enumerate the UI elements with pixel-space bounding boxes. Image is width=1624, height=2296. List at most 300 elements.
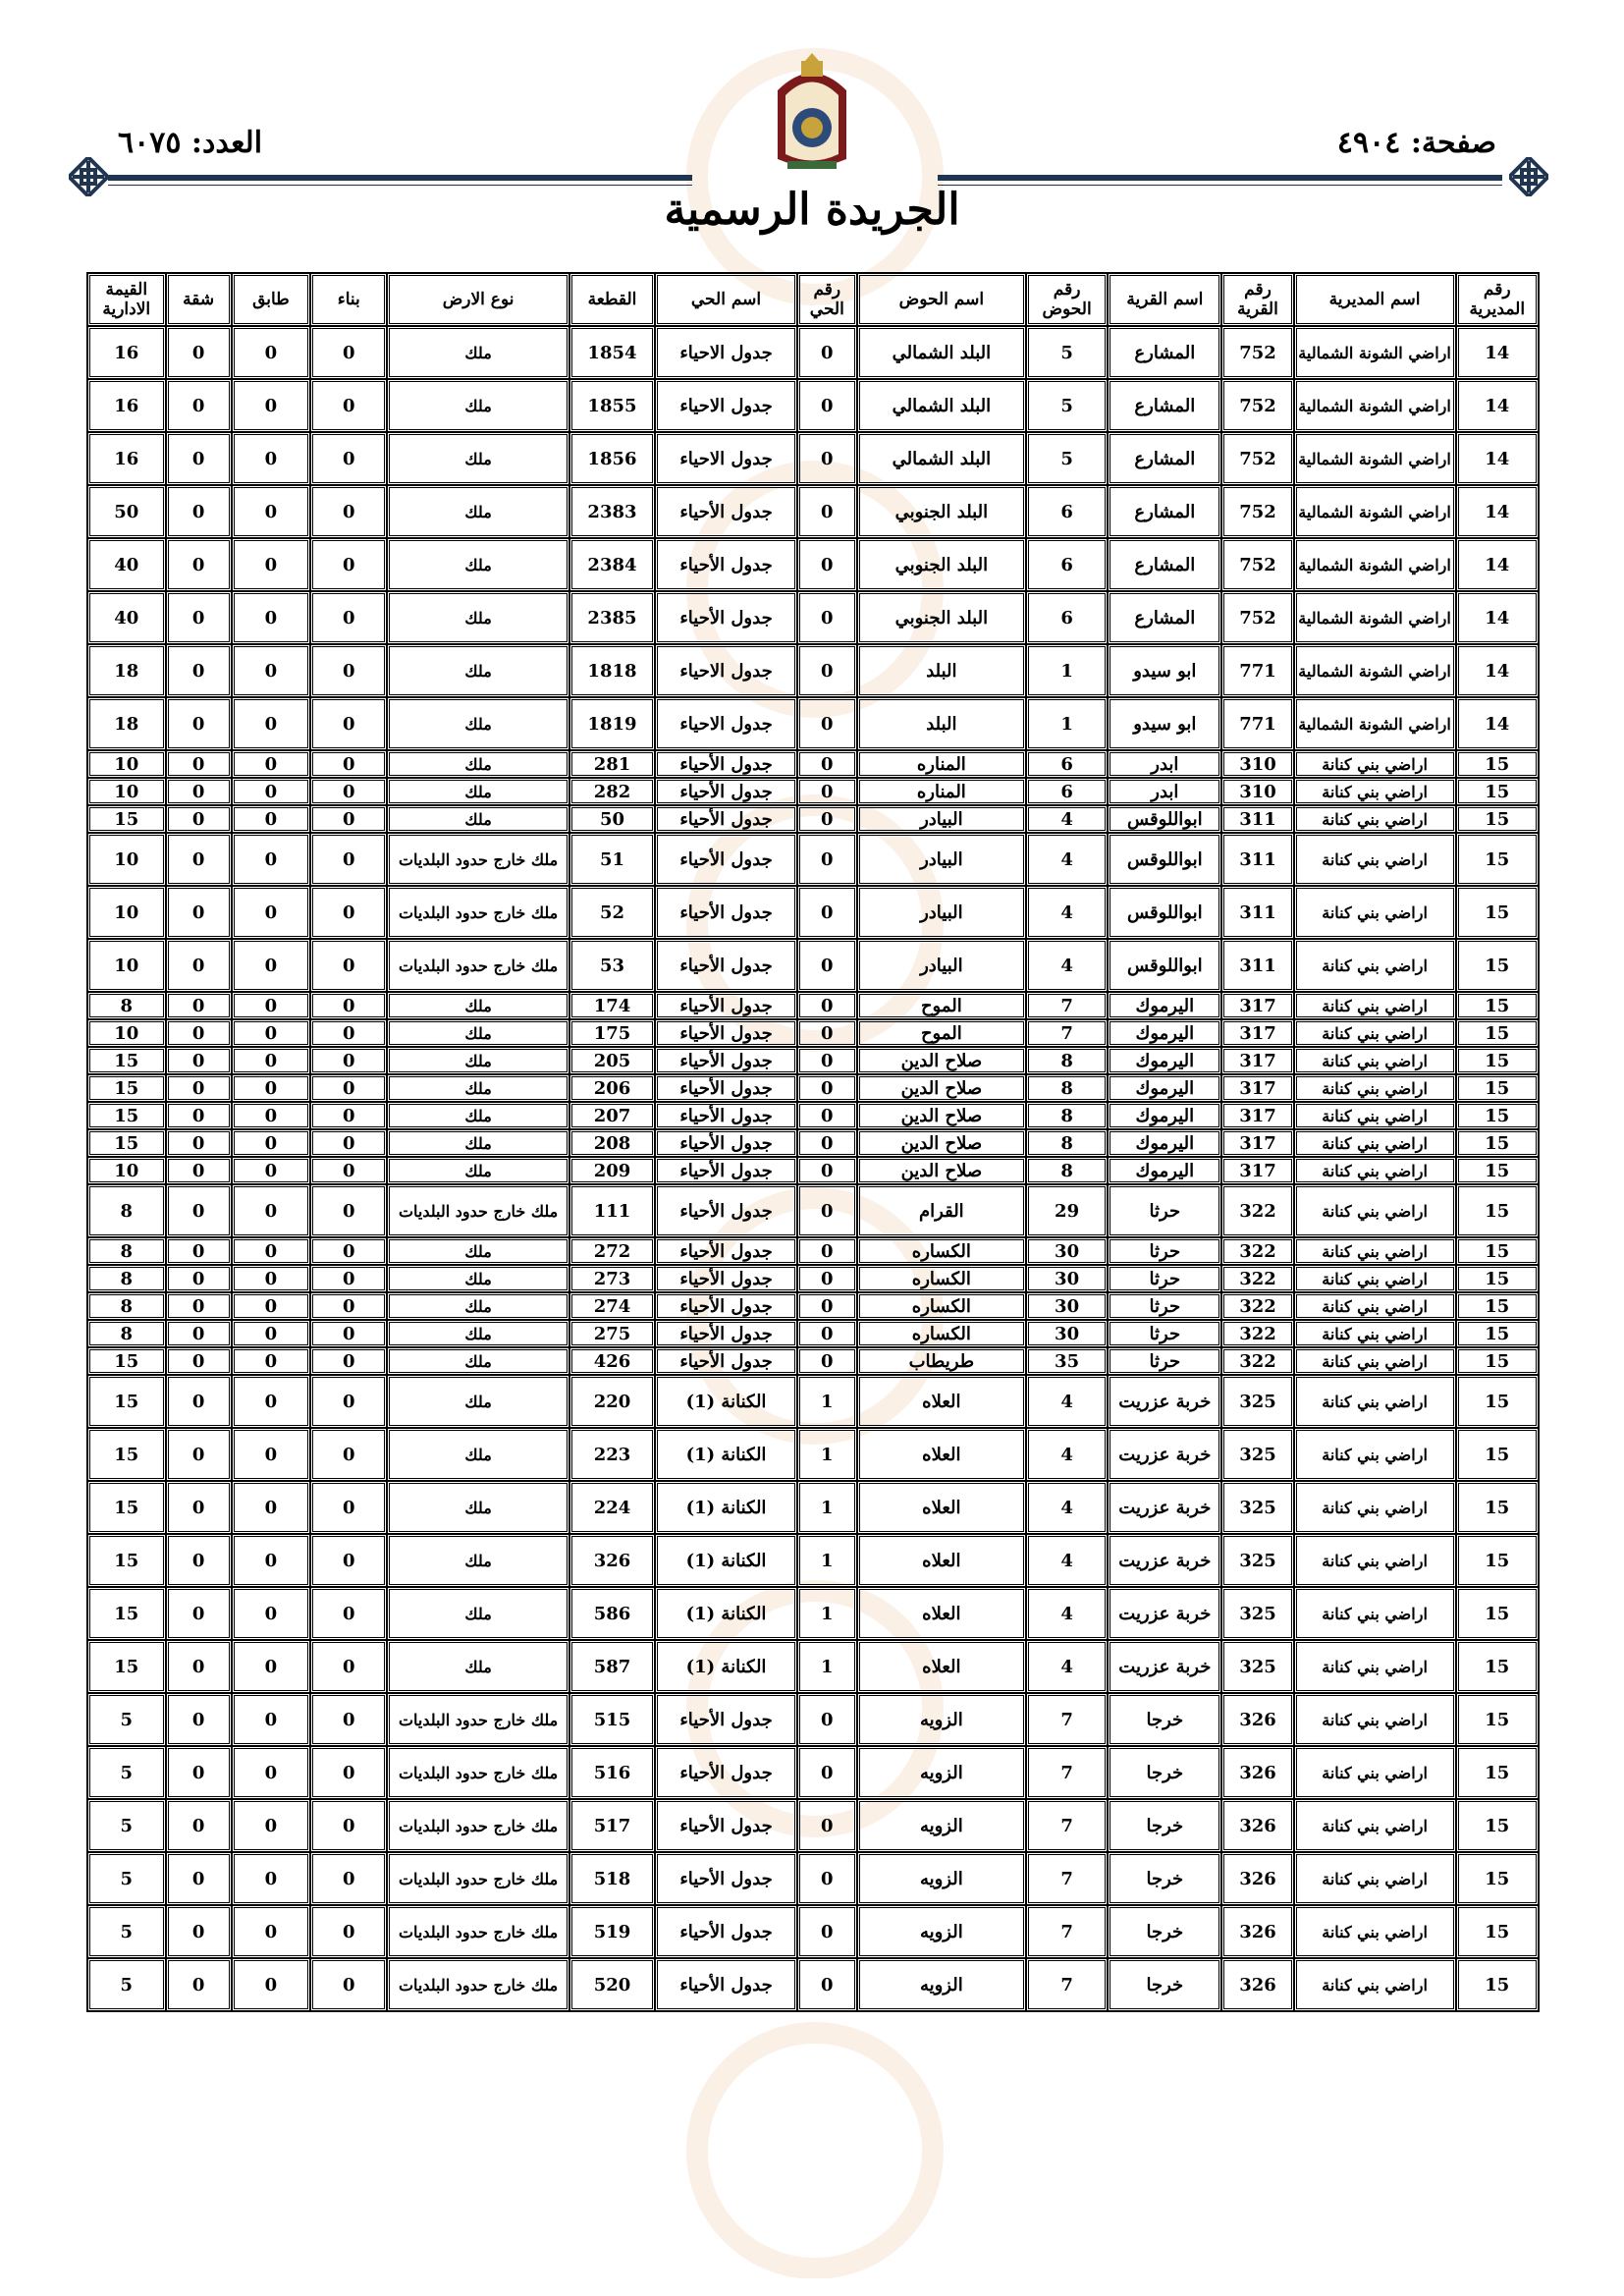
cell-building: 0 — [310, 1481, 387, 1534]
cell-building: 0 — [310, 1047, 387, 1074]
cell-village-no: 752 — [1221, 326, 1293, 379]
cell-district-no: 15 — [1456, 833, 1539, 886]
cell-quarter-no: 1 — [797, 1428, 857, 1481]
cell-quarter-no: 0 — [797, 778, 857, 805]
cell-village-no: 317 — [1221, 1074, 1293, 1102]
cell-land-type: ملك — [387, 1375, 568, 1428]
cell-admin-value: 15 — [87, 805, 166, 833]
cell-building: 0 — [310, 778, 387, 805]
cell-district-no: 15 — [1456, 1958, 1539, 2011]
cell-parcel: 326 — [569, 1534, 656, 1587]
cell-apartment: 0 — [166, 886, 232, 939]
cell-admin-value: 15 — [87, 1074, 166, 1102]
cell-admin-value: 50 — [87, 485, 166, 538]
cell-quarter-name: جدول الأحياء — [655, 1693, 797, 1746]
cell-district-name: اراضي بني كنانة — [1294, 1074, 1456, 1102]
cell-village-no: 325 — [1221, 1375, 1293, 1428]
cell-land-type: ملك — [387, 1157, 568, 1184]
cell-floor: 0 — [232, 326, 310, 379]
cell-village-no: 317 — [1221, 1047, 1293, 1074]
cell-parcel: 275 — [569, 1320, 656, 1347]
cell-land-type: ملك — [387, 379, 568, 432]
cell-village-no: 317 — [1221, 1102, 1293, 1129]
cell-quarter-no: 1 — [797, 1534, 857, 1587]
cell-basin-name: البلد الجنوبي — [857, 485, 1026, 538]
cell-quarter-name: جدول الأحياء — [655, 1019, 797, 1047]
cell-basin-name: صلاح الدين — [857, 1129, 1026, 1157]
table-row — [87, 886, 1539, 939]
cell-parcel: 272 — [569, 1237, 656, 1265]
cell-quarter-name: جدول الأحياء — [655, 1905, 797, 1958]
cell-village-no: 311 — [1221, 886, 1293, 939]
cell-parcel: 52 — [569, 886, 656, 939]
cell-district-name: اراضي بني كنانة — [1294, 1746, 1456, 1799]
cell-parcel: 174 — [569, 992, 656, 1019]
cell-quarter-no: 0 — [797, 1852, 857, 1905]
cell-district-name: اراضي بني كنانة — [1294, 1852, 1456, 1905]
cell-basin-name: البلد الشمالي — [857, 432, 1026, 485]
cell-building: 0 — [310, 1347, 387, 1375]
cell-building: 0 — [310, 1320, 387, 1347]
table-header-row — [87, 273, 1539, 326]
cell-village-name: حرثا — [1108, 1320, 1221, 1347]
cell-parcel: 1818 — [569, 644, 656, 697]
cell-basin-no: 30 — [1026, 1237, 1108, 1265]
cell-land-type: ملك — [387, 1047, 568, 1074]
cell-village-no: 326 — [1221, 1905, 1293, 1958]
cell-land-type: ملك — [387, 697, 568, 750]
cell-district-no: 14 — [1456, 379, 1539, 432]
cell-district-no: 15 — [1456, 1320, 1539, 1347]
cell-basin-name: الكساره — [857, 1292, 1026, 1320]
cell-district-name: اراضي بني كنانة — [1294, 1799, 1456, 1852]
cell-district-name: اراضي بني كنانة — [1294, 1534, 1456, 1587]
cell-basin-no: 8 — [1026, 1047, 1108, 1074]
cell-parcel: 281 — [569, 750, 656, 778]
cell-quarter-no: 0 — [797, 644, 857, 697]
cell-village-no: 771 — [1221, 697, 1293, 750]
column-header-basin-name: اسم الحوض — [857, 273, 1026, 326]
cell-quarter-no: 0 — [797, 1237, 857, 1265]
cell-village-no: 317 — [1221, 1157, 1293, 1184]
cell-apartment: 0 — [166, 1347, 232, 1375]
cell-village-no: 322 — [1221, 1320, 1293, 1347]
cell-apartment: 0 — [166, 1799, 232, 1852]
cell-floor: 0 — [232, 1047, 310, 1074]
cell-district-name: اراضي بني كنانة — [1294, 1958, 1456, 2011]
cell-admin-value: 10 — [87, 939, 166, 992]
table-row — [87, 1693, 1539, 1746]
table-row — [87, 1640, 1539, 1693]
cell-quarter-no: 0 — [797, 992, 857, 1019]
cell-quarter-no: 0 — [797, 750, 857, 778]
column-header-district-no: رقم المديرية — [1456, 273, 1539, 326]
cell-village-name: خربة عزريت — [1108, 1428, 1221, 1481]
cell-basin-no: 30 — [1026, 1265, 1108, 1292]
cell-village-no: 325 — [1221, 1587, 1293, 1640]
cell-building: 0 — [310, 1292, 387, 1320]
cell-land-type: ملك — [387, 805, 568, 833]
cell-parcel: 586 — [569, 1587, 656, 1640]
cell-basin-name: البلد الجنوبي — [857, 591, 1026, 644]
cell-village-name: حرثا — [1108, 1292, 1221, 1320]
cell-admin-value: 8 — [87, 1237, 166, 1265]
table-row — [87, 939, 1539, 992]
cell-apartment: 0 — [166, 1958, 232, 2011]
cell-apartment: 0 — [166, 1587, 232, 1640]
cell-district-name: اراضي بني كنانة — [1294, 1237, 1456, 1265]
cell-building: 0 — [310, 1799, 387, 1852]
cell-floor: 0 — [232, 778, 310, 805]
column-header-village-name: اسم القرية — [1108, 273, 1221, 326]
cell-district-no: 15 — [1456, 1640, 1539, 1693]
cell-basin-name: القرام — [857, 1184, 1026, 1237]
cell-apartment: 0 — [166, 1534, 232, 1587]
cell-district-no: 15 — [1456, 750, 1539, 778]
cell-quarter-no: 1 — [797, 1375, 857, 1428]
cell-district-no: 14 — [1456, 591, 1539, 644]
cell-apartment: 0 — [166, 485, 232, 538]
cell-district-no: 15 — [1456, 886, 1539, 939]
cell-basin-name: الزويه — [857, 1693, 1026, 1746]
cell-parcel: 220 — [569, 1375, 656, 1428]
cell-village-no: 752 — [1221, 485, 1293, 538]
cell-land-type: ملك خارج حدود البلديات — [387, 1184, 568, 1237]
cell-apartment: 0 — [166, 1375, 232, 1428]
cell-floor: 0 — [232, 1746, 310, 1799]
cell-land-type: ملك — [387, 992, 568, 1019]
cell-district-no: 14 — [1456, 697, 1539, 750]
cell-district-name: اراضي بني كنانة — [1294, 1640, 1456, 1693]
cell-district-no: 15 — [1456, 1102, 1539, 1129]
cell-district-no: 15 — [1456, 1292, 1539, 1320]
cell-district-no: 15 — [1456, 1157, 1539, 1184]
cell-quarter-name: الكنانة (1) — [655, 1640, 797, 1693]
cell-district-no: 14 — [1456, 538, 1539, 591]
cell-district-name: اراضي بني كنانة — [1294, 939, 1456, 992]
cell-building: 0 — [310, 1074, 387, 1102]
cell-district-name: اراضي بني كنانة — [1294, 1481, 1456, 1534]
cell-land-type: ملك خارج حدود البلديات — [387, 1958, 568, 2011]
cell-land-type: ملك — [387, 432, 568, 485]
cell-floor: 0 — [232, 1292, 310, 1320]
cell-quarter-no: 0 — [797, 1958, 857, 2011]
cell-parcel: 2385 — [569, 591, 656, 644]
cell-quarter-name: جدول الاحياء — [655, 432, 797, 485]
cell-parcel: 111 — [569, 1184, 656, 1237]
cell-district-name: اراضي بني كنانة — [1294, 1265, 1456, 1292]
cell-village-name: ابدر — [1108, 750, 1221, 778]
cell-basin-name: الموح — [857, 992, 1026, 1019]
cell-admin-value: 5 — [87, 1852, 166, 1905]
cell-apartment: 0 — [166, 697, 232, 750]
table-row — [87, 1428, 1539, 1481]
cell-village-name: ابواللوقس — [1108, 805, 1221, 833]
cell-building: 0 — [310, 939, 387, 992]
cell-village-name: اليرموك — [1108, 1129, 1221, 1157]
cell-basin-name: صلاح الدين — [857, 1157, 1026, 1184]
cell-village-name: اليرموك — [1108, 1019, 1221, 1047]
cell-district-no: 15 — [1456, 939, 1539, 992]
cell-village-no: 326 — [1221, 1852, 1293, 1905]
cell-land-type: ملك — [387, 1320, 568, 1347]
cell-district-no: 15 — [1456, 1852, 1539, 1905]
cell-floor: 0 — [232, 1265, 310, 1292]
cell-district-name: اراضي بني كنانة — [1294, 833, 1456, 886]
table-row — [87, 1587, 1539, 1640]
cell-village-name: حرثا — [1108, 1265, 1221, 1292]
cell-parcel: 51 — [569, 833, 656, 886]
cell-apartment: 0 — [166, 1047, 232, 1074]
cell-parcel: 175 — [569, 1019, 656, 1047]
cell-parcel: 209 — [569, 1157, 656, 1184]
cell-basin-no: 6 — [1026, 538, 1108, 591]
cell-district-name: اراضي بني كنانة — [1294, 1375, 1456, 1428]
cell-basin-no: 4 — [1026, 939, 1108, 992]
cell-district-no: 15 — [1456, 1587, 1539, 1640]
cell-village-name: خربة عزريت — [1108, 1587, 1221, 1640]
cell-building: 0 — [310, 432, 387, 485]
cell-building: 0 — [310, 538, 387, 591]
cell-parcel: 1854 — [569, 326, 656, 379]
table-row — [87, 379, 1539, 432]
cell-village-name: اليرموك — [1108, 1047, 1221, 1074]
cell-district-no: 15 — [1456, 805, 1539, 833]
cell-basin-name: الزويه — [857, 1852, 1026, 1905]
cell-village-name: المشارع — [1108, 379, 1221, 432]
cell-quarter-name: جدول الأحياء — [655, 591, 797, 644]
table-row — [87, 1157, 1539, 1184]
cell-district-no: 15 — [1456, 1534, 1539, 1587]
cell-village-no: 325 — [1221, 1481, 1293, 1534]
cell-basin-name: الزويه — [857, 1799, 1026, 1852]
cell-building: 0 — [310, 1184, 387, 1237]
cell-floor: 0 — [232, 485, 310, 538]
cell-floor: 0 — [232, 1640, 310, 1693]
cell-quarter-no: 0 — [797, 1047, 857, 1074]
cell-parcel: 518 — [569, 1852, 656, 1905]
cell-basin-name: صلاح الدين — [857, 1047, 1026, 1074]
cell-basin-no: 29 — [1026, 1184, 1108, 1237]
cell-quarter-no: 0 — [797, 1347, 857, 1375]
cell-basin-name: البيادر — [857, 886, 1026, 939]
cell-village-name: خرجا — [1108, 1958, 1221, 2011]
cell-basin-no: 5 — [1026, 432, 1108, 485]
cell-land-type: ملك — [387, 1074, 568, 1102]
table-row — [87, 326, 1539, 379]
table-row — [87, 1184, 1539, 1237]
cell-building: 0 — [310, 379, 387, 432]
cell-village-no: 311 — [1221, 833, 1293, 886]
cell-admin-value: 8 — [87, 1320, 166, 1347]
cell-land-type: ملك — [387, 644, 568, 697]
cell-apartment: 0 — [166, 1905, 232, 1958]
cell-quarter-name: جدول الأحياء — [655, 1746, 797, 1799]
cell-floor: 0 — [232, 833, 310, 886]
cell-village-no: 752 — [1221, 591, 1293, 644]
cell-basin-no: 6 — [1026, 778, 1108, 805]
cell-building: 0 — [310, 326, 387, 379]
cell-parcel: 587 — [569, 1640, 656, 1693]
cell-floor: 0 — [232, 1375, 310, 1428]
cell-quarter-name: جدول الأحياء — [655, 992, 797, 1019]
cell-floor: 0 — [232, 1074, 310, 1102]
cell-quarter-name: جدول الأحياء — [655, 1102, 797, 1129]
cell-basin-no: 4 — [1026, 1428, 1108, 1481]
header-rule-right — [938, 175, 1502, 181]
cell-basin-no: 4 — [1026, 805, 1108, 833]
cell-village-name: اليرموك — [1108, 1157, 1221, 1184]
cell-admin-value: 18 — [87, 697, 166, 750]
cell-basin-no: 6 — [1026, 750, 1108, 778]
cell-quarter-name: جدول الأحياء — [655, 1347, 797, 1375]
cell-district-name: اراضي بني كنانة — [1294, 1102, 1456, 1129]
cell-apartment: 0 — [166, 1428, 232, 1481]
cell-admin-value: 5 — [87, 1905, 166, 1958]
cell-basin-name: العلاه — [857, 1587, 1026, 1640]
cell-admin-value: 5 — [87, 1799, 166, 1852]
cell-basin-name: المناره — [857, 750, 1026, 778]
cell-apartment: 0 — [166, 591, 232, 644]
cell-basin-no: 5 — [1026, 379, 1108, 432]
cell-parcel: 206 — [569, 1074, 656, 1102]
cell-parcel: 1855 — [569, 379, 656, 432]
cell-parcel: 1856 — [569, 432, 656, 485]
cell-parcel: 274 — [569, 1292, 656, 1320]
cell-quarter-no: 0 — [797, 1265, 857, 1292]
cell-basin-no: 7 — [1026, 1799, 1108, 1852]
cell-basin-name: الزويه — [857, 1958, 1026, 2011]
cell-village-name: ابدر — [1108, 778, 1221, 805]
cell-apartment: 0 — [166, 1184, 232, 1237]
cell-land-type: ملك — [387, 1129, 568, 1157]
cell-apartment: 0 — [166, 379, 232, 432]
column-header-district-name: اسم المديرية — [1294, 273, 1456, 326]
cell-basin-no: 4 — [1026, 833, 1108, 886]
cell-quarter-no: 0 — [797, 805, 857, 833]
cell-quarter-no: 0 — [797, 379, 857, 432]
cell-basin-no: 4 — [1026, 1481, 1108, 1534]
cell-village-name: ابواللوقس — [1108, 833, 1221, 886]
cell-parcel: 50 — [569, 805, 656, 833]
cell-village-no: 752 — [1221, 432, 1293, 485]
cell-basin-name: العلاه — [857, 1534, 1026, 1587]
cell-land-type: ملك — [387, 1292, 568, 1320]
cell-quarter-no: 0 — [797, 1905, 857, 1958]
cell-quarter-name: الكنانة (1) — [655, 1375, 797, 1428]
cell-admin-value: 15 — [87, 1347, 166, 1375]
cell-quarter-no: 0 — [797, 432, 857, 485]
cell-quarter-name: الكنانة (1) — [655, 1534, 797, 1587]
cell-district-name: اراضي الشونة الشمالية — [1294, 379, 1456, 432]
cell-admin-value: 16 — [87, 432, 166, 485]
cell-quarter-name: جدول الأحياء — [655, 1184, 797, 1237]
cell-quarter-no: 0 — [797, 1693, 857, 1746]
table-row — [87, 1746, 1539, 1799]
cell-quarter-no: 0 — [797, 1019, 857, 1047]
cell-district-no: 15 — [1456, 1184, 1539, 1237]
cell-village-no: 310 — [1221, 778, 1293, 805]
cell-admin-value: 15 — [87, 1102, 166, 1129]
cell-district-name: اراضي بني كنانة — [1294, 805, 1456, 833]
table-row — [87, 1375, 1539, 1428]
cell-building: 0 — [310, 1019, 387, 1047]
cell-basin-name: الكساره — [857, 1320, 1026, 1347]
cell-admin-value: 18 — [87, 644, 166, 697]
cell-quarter-name: جدول الأحياء — [655, 939, 797, 992]
cell-parcel: 282 — [569, 778, 656, 805]
cell-village-name: خربة عزريت — [1108, 1375, 1221, 1428]
cell-floor: 0 — [232, 1481, 310, 1534]
cell-floor: 0 — [232, 1129, 310, 1157]
cell-admin-value: 15 — [87, 1481, 166, 1534]
cell-admin-value: 15 — [87, 1587, 166, 1640]
cell-floor: 0 — [232, 1958, 310, 2011]
cell-quarter-no: 1 — [797, 1481, 857, 1534]
cell-apartment: 0 — [166, 1074, 232, 1102]
cell-admin-value: 10 — [87, 778, 166, 805]
cell-quarter-name: جدول الاحياء — [655, 644, 797, 697]
cell-building: 0 — [310, 1428, 387, 1481]
cell-quarter-name: جدول الأحياء — [655, 1129, 797, 1157]
cell-district-no: 15 — [1456, 778, 1539, 805]
cell-quarter-name: الكنانة (1) — [655, 1428, 797, 1481]
cell-admin-value: 10 — [87, 886, 166, 939]
cell-admin-value: 8 — [87, 1292, 166, 1320]
cell-village-no: 326 — [1221, 1958, 1293, 2011]
cell-district-name: اراضي الشونة الشمالية — [1294, 591, 1456, 644]
cell-admin-value: 8 — [87, 992, 166, 1019]
cell-building: 0 — [310, 1237, 387, 1265]
cell-apartment: 0 — [166, 1157, 232, 1184]
cell-basin-name: البلد الشمالي — [857, 326, 1026, 379]
cell-apartment: 0 — [166, 326, 232, 379]
cell-land-type: ملك خارج حدود البلديات — [387, 1905, 568, 1958]
cell-basin-name: البلد الجنوبي — [857, 538, 1026, 591]
cell-building: 0 — [310, 1534, 387, 1587]
cell-village-no: 317 — [1221, 992, 1293, 1019]
cell-parcel: 53 — [569, 939, 656, 992]
cell-quarter-name: جدول الاحياء — [655, 326, 797, 379]
cell-quarter-no: 0 — [797, 833, 857, 886]
cell-floor: 0 — [232, 379, 310, 432]
table-row — [87, 1905, 1539, 1958]
cell-land-type: ملك — [387, 1481, 568, 1534]
cell-village-no: 311 — [1221, 805, 1293, 833]
cell-village-name: المشارع — [1108, 432, 1221, 485]
table-row — [87, 1320, 1539, 1347]
cell-floor: 0 — [232, 1019, 310, 1047]
cell-parcel: 205 — [569, 1047, 656, 1074]
cell-quarter-name: جدول الأحياء — [655, 1958, 797, 2011]
cell-village-name: حرثا — [1108, 1347, 1221, 1375]
cell-village-name: خربة عزريت — [1108, 1640, 1221, 1693]
cell-basin-name: البلد الشمالي — [857, 379, 1026, 432]
column-header-parcel: القطعة — [569, 273, 656, 326]
cell-floor: 0 — [232, 750, 310, 778]
cell-quarter-no: 0 — [797, 1184, 857, 1237]
table-row — [87, 1074, 1539, 1102]
cell-basin-name: صلاح الدين — [857, 1074, 1026, 1102]
cell-district-no: 15 — [1456, 1074, 1539, 1102]
cell-building: 0 — [310, 485, 387, 538]
cell-district-no: 15 — [1456, 1265, 1539, 1292]
cell-village-no: 322 — [1221, 1347, 1293, 1375]
cell-basin-no: 5 — [1026, 326, 1108, 379]
cell-quarter-no: 1 — [797, 1587, 857, 1640]
cell-basin-name: البيادر — [857, 805, 1026, 833]
cell-village-no: 326 — [1221, 1693, 1293, 1746]
